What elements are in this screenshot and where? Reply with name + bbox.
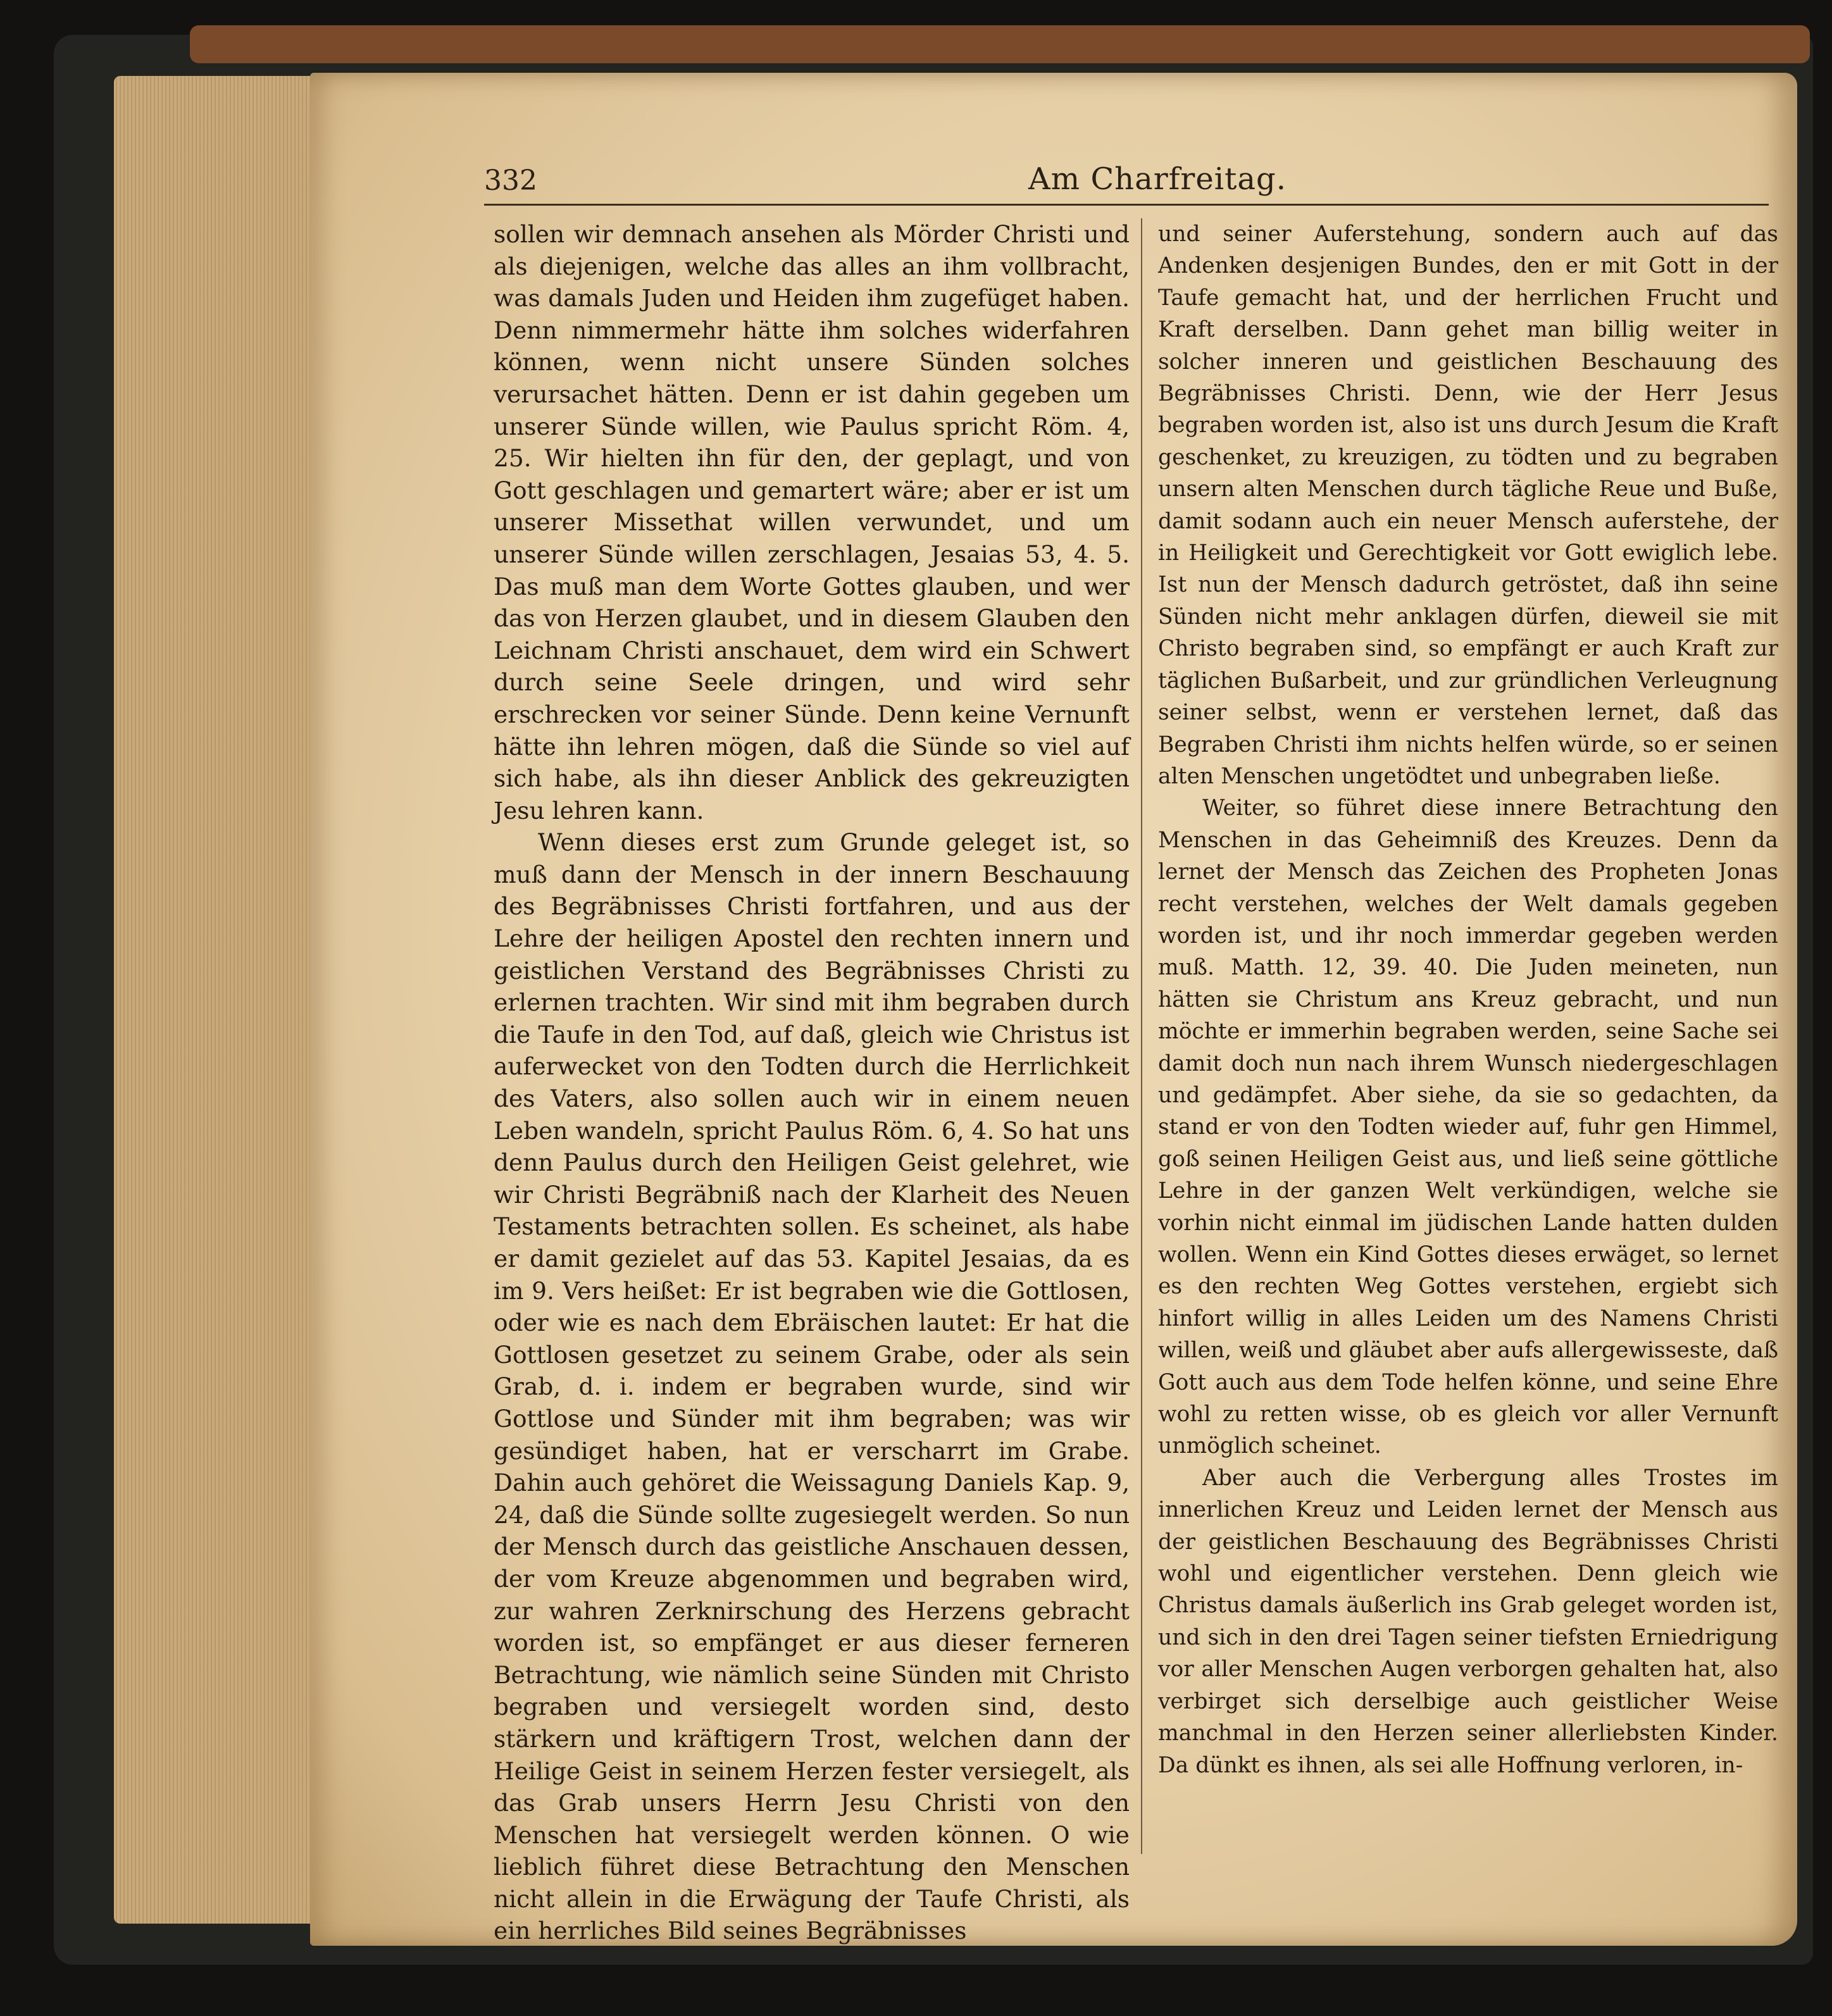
right-paragraph-3: Aber auch die Verbergung alles Trostes im innerlichen Kreuz und Leiden lernet der Mensch aus der geistlichen Beschauung des Begräbnisses Christi wohl und eigentlicher verstehen. Denn gleich wie Christus damals äußerlich ins Grab geleget worden ist, und sich in den drei Tagen seiner tiefsten Erniedrigung vor aller Menschen Augen verborgen gehalten hat, also verbirget sich derselbige auch geistlicher Weise manchmal in den Herzen seiner allerliebsten Kinder. Da dünkt es ihnen, als sei alle Hoffnung verloren, in- (1158, 1465, 1778, 1778)
left-paragraph-1: sollen wir demnach ansehen als Mörder Christi und als diejenigen, welche das alles an ihm vollbracht, was damals Juden und Heiden ihm zugefüget haben. Denn nimmermehr hätte ihm solches widerfahren können, wenn nicht unsere Sünden solches verursachet hätten. Denn er ist dahin gegeben um unserer Sünde willen, wie Paulus spricht Röm. 4, 25. Wir hielten ihn für den, der geplagt, und von Gott geschlagen und gemartert wäre; aber er ist um unserer Missethat willen verwundet, und um unserer Sünde willen zerschlagen, Jesaias 53, 4. 5. Das muß man dem Worte Gottes glauben, und wer das von Herzen glaubet, und in diesem Glauben den Leichnam Christi anschauet, dem wird ein Schwert durch seine Seele dringen, und wird sehr erschrecken vor seiner Sünde. Denn keine Vernunft hätte ihn lehren mögen, daß die Sünde so viel auf sich habe, als ihn dieser Anblick des gekreuzigten Jesu lehren kann. (494, 220, 1130, 824)
right-paragraph-1: und seiner Auferstehung, sondern auch auf das Andenken desjenigen Bundes, den er mit Gott in der Taufe gemacht hat, und der herrlichen Frucht und Kraft derselben. Dann gehet man billig weiter in solcher inneren und geistlichen Beschauung des Begräbnisses Christi. Denn, wie der Herr Jesus begraben worden ist, also ist uns durch Jesum die Kraft geschenket, zu kreuzigen, zu tödten und zu begraben unsern alten Menschen durch tägliche Reue und Buße, damit sodann auch ein neuer Mensch auferstehe, der in Heiligkeit und Gerechtigkeit vor Gott ewiglich lebe. Ist nun der Mensch dadurch getröstet, daß ihn seine Sünden nicht mehr anklagen dürfen, dieweil sie mit Christo begraben sind, so empfängt er auch Kraft zur täglichen Bußarbeit, und zur gründlichen Verleugnung seiner selbst, wenn er verstehen lernet, daß das Begraben Christi ihm nichts helfen würde, so er seinen alten Menschen ungetödtet und unbegraben ließe. (1158, 221, 1778, 789)
running-title: Am Charfreitag. (1028, 161, 1287, 197)
header-rule (484, 204, 1769, 206)
left-column (494, 218, 1130, 1947)
right-paragraph-2: Weiter, so führet diese innere Betrachtung den Menschen in das Geheimniß des Kreuzes. Denn da lernet der Mensch das Zeichen des Propheten Jonas recht verstehen, welches der Welt damals gegeben worden ist, und ihr noch immerdar gegeben werden muß. Matth. 12, 39. 40. Die Juden meineten, nun hätten sie Christum ans Kreuz gebracht, und nun möchte er immerhin begraben werden, seine Sache sei damit doch nun nach ihrem Wunsch niedergeschlagen und gedämpfet. Aber siehe, da sie so gedachten, da stand er von den Todten wieder auf, fuhr gen Himmel, goß seinen Heiligen Geist aus, und ließ seine göttliche Lehre in der ganzen Welt verkündigen, welche sie vorhin nicht einmal im jüdischen Lande hatten dulden wollen. Wenn ein Kind Gottes dieses erwäget, so lernet es den rechten Weg Gottes verstehen, ergiebt sich hinfort willig in alles Leiden um des Namens Christi willen, weiß und gläubet aber aufs allergewisseste, daß Gott auch aus dem Tode helfen könne, und seine Ehre wohl zu retten wisse, ob es gleich vor aller Vernunft unmöglich scheinet. (1158, 795, 1778, 1459)
left-paragraph-2: Wenn dieses erst zum Grunde geleget ist, so muß dann der Mensch in der innern Beschauung des Begräbnisses Christi fortfahren, und aus der Lehre der heiligen Apostel den rechten innern und geistlichen Verstand des Begräbnisses Christi zu erlernen trachten. Wir sind mit ihm begraben durch die Taufe in den Tod, auf daß, gleich wie Christus ist auferwecket von den Todten durch die Herrlichkeit des Vaters, also sollen auch wir in einem neuen Leben wandeln, spricht Paulus Röm. 6, 4. So hat uns denn Paulus durch den Heiligen Geist gelehret, wie wir Christi Begräbniß nach der Klarheit des Neuen Testaments betrachten sollen. Es scheinet, als habe er damit gezielet auf das 53. Kapitel Jesaias, da es im 9. Vers heißet: Er ist begraben wie die Gottlosen, oder wie es nach dem Ebräischen lautet: Er hat die Gottlosen gesetzet zu seinem Grabe, oder als sein Grab, d. i. indem er begraben wurde, sind wir Gottlose und Sünder mit ihm begraben; was wir gesündiget haben, hat er verscharrt im Grabe. Dahin auch gehöret die Weissagung Daniels Kap. 9, 24, daß die Sünde sollte zugesiegelt werden. So nun der Mensch durch das geistliche Anschauen dessen, der vom Kreuze abgenommen und begraben wird, zur wahren Zerknirschung des Herzens gebracht worden ist, so empfänget er aus dieser ferneren Betrachtung, wie nämlich seine Sünden mit Christo begraben und versiegelt worden sind, desto stärkern und kräftigern Trost, welchen dann der Heilige Geist in seinem Herzen fester versiegelt, als das Grab unsers Herrn Jesu Christi von den Menschen hat versiegelt werden können. O wie lieblich führet diese Betrachtung den Menschen nicht allein in die Erwägung der Taufe Christi, als ein herrliches Bild seines Begräbnisses (494, 828, 1130, 1945)
page-edges (114, 76, 323, 1924)
page-header (484, 161, 1769, 199)
column-divider (1141, 218, 1142, 1854)
book-cover-edge (190, 25, 1810, 63)
page-number: 332 (484, 165, 537, 197)
right-column (1158, 218, 1778, 1781)
